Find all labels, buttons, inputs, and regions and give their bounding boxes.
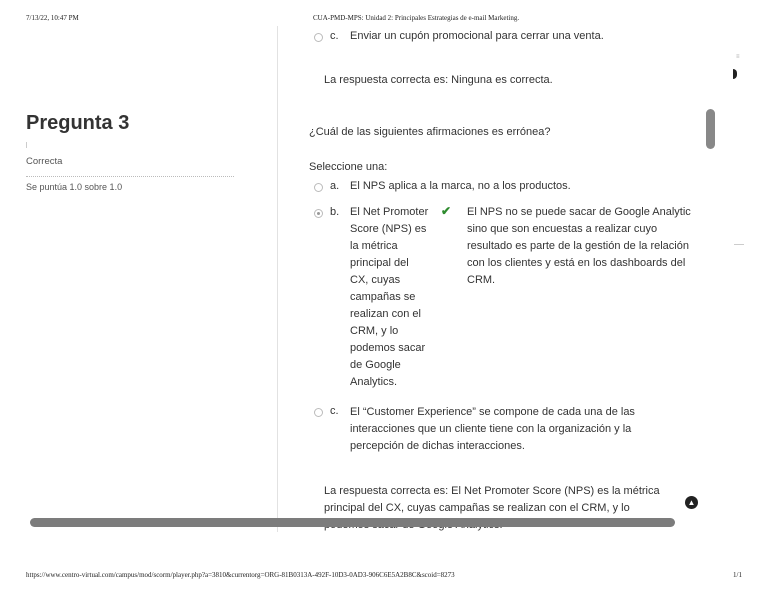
- option-b-feedback: [467, 204, 721, 294]
- option-c-text: [350, 404, 635, 455]
- prev-correct-answer: La respuesta correcta es: Ninguna es correcta.: [324, 74, 553, 86]
- option-a-radio[interactable]: [314, 183, 323, 192]
- question-prompt: ¿Cuál de las siguientes afirmaciones es errónea?: [309, 126, 551, 138]
- flag-marker: [26, 142, 27, 148]
- feedback-line: con los clientes y está en los dashboards del: [467, 257, 686, 269]
- prev-option-c-text: Enviar un cupón promocional para cerrar una venta.: [350, 30, 604, 42]
- option-b-line: El Net Promoter: [350, 206, 429, 218]
- option-c-letter: c.: [330, 405, 339, 417]
- horizontal-scrollbar[interactable]: [30, 518, 675, 527]
- option-b-line: de Google: [350, 359, 401, 371]
- feedback-line: resultado es parte de la gestión de la relación: [467, 240, 689, 252]
- correct-answer-line: La respuesta correcta es: El Net Promoter Score (NPS) es la métrica: [324, 485, 660, 497]
- option-a-text: El NPS aplica a la marca, no a los productos.: [350, 180, 571, 192]
- feedback-line: sino que son encuestas a realizar cuyo: [467, 223, 658, 235]
- question-status: Correcta: [26, 156, 63, 167]
- question-title: Pregunta 3: [26, 112, 130, 134]
- option-b-line: Analytics.: [350, 376, 398, 388]
- option-b-letter: b.: [330, 206, 340, 218]
- option-c-line: percepción de dichas interacciones.: [350, 440, 525, 452]
- edge-line: [734, 244, 744, 245]
- option-b-line: CRM, y lo: [350, 325, 399, 337]
- print-page-number: 1/1: [733, 571, 742, 579]
- column-divider: [277, 26, 278, 532]
- option-b-line: campañas se: [350, 291, 416, 303]
- prev-option-c-letter: c.: [330, 30, 339, 42]
- option-c-line: El “Customer Experience” se compone de cada una de las: [350, 406, 635, 418]
- option-b-line: principal del: [350, 257, 409, 269]
- option-b-radio[interactable]: [314, 209, 323, 218]
- feedback-line: El NPS no se puede sacar de Google Analytic: [467, 206, 691, 218]
- option-b-line: podemos sacar: [350, 342, 426, 354]
- feedback-line: CRM.: [467, 274, 496, 286]
- option-b-line: realizan con el: [350, 308, 421, 320]
- print-url: https://www.centro-virtual.com/campus/mod/scorm/player.php?a=3810&currentorg=ORG-81B0313A-492F-10D3-0AD3-906C6E5A2B8C&scoid=8273: [26, 571, 455, 579]
- option-b-line: Score (NPS) es: [350, 223, 427, 235]
- print-doc-title: CUA-PMD-MPS: Unidad 2: Principales Estrategias de e-mail Marketing.: [313, 14, 520, 22]
- option-c-line: interacciones que un cliente tiene con la organización y la: [350, 423, 632, 435]
- option-b-text: [350, 204, 428, 391]
- question-grade: Se puntúa 1.0 sobre 1.0: [26, 182, 123, 192]
- info-separator: [26, 176, 234, 177]
- select-label: Seleccione una:: [309, 161, 388, 173]
- chevron-up-icon[interactable]: ▲: [685, 496, 698, 509]
- option-b-line: CX, cuyas: [350, 274, 401, 286]
- correct-answer-line: principal del CX, cuyas campañas se realizan con el CRM, y lo: [324, 502, 630, 514]
- option-a-letter: a.: [330, 180, 340, 192]
- vertical-scrollbar-thumb[interactable]: [706, 109, 715, 149]
- option-b-line: la métrica: [350, 240, 398, 252]
- prev-option-c-radio[interactable]: [314, 33, 323, 42]
- option-c-radio[interactable]: [314, 408, 323, 417]
- edge-nav-handle[interactable]: [733, 69, 737, 79]
- print-datetime: 7/13/22, 10:47 PM: [26, 14, 79, 22]
- edge-mark: ≡: [736, 54, 740, 60]
- check-icon: ✔: [441, 204, 452, 218]
